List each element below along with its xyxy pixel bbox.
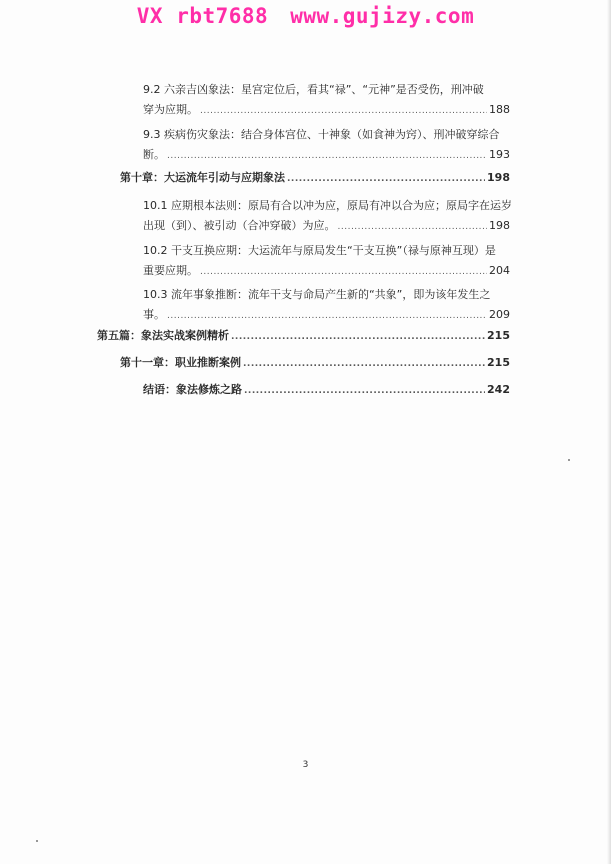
toc-page-number: 242: [487, 383, 510, 396]
toc-entry-text: 9.2 六亲吉凶象法：星宫定位后，看其“禄”、“元神”是否受伤，刑冲破: [143, 83, 484, 96]
toc-entry-9-2[interactable]: [143, 80, 510, 121]
toc-entry-text: 10.1 应期根本法则：原局有合以冲为应，原局有冲以合为应；原局字在运岁: [143, 199, 512, 212]
leader-dots: [167, 306, 487, 326]
watermark-banner: [0, 4, 611, 28]
toc-part-5[interactable]: [97, 326, 510, 347]
toc-entry-10-1[interactable]: [143, 196, 510, 237]
scan-edge-shadow: [607, 0, 611, 864]
watermark-website: www.gujizy.com: [290, 4, 475, 28]
leader-dots: [244, 381, 485, 401]
toc-page-number: 193: [489, 148, 510, 161]
toc-page-number: 188: [489, 103, 510, 116]
toc-entry-text: 第五篇：象法实战案例精析: [97, 329, 229, 342]
scan-speck: [568, 459, 570, 461]
toc-entry-text-cont: 事。: [143, 308, 165, 321]
toc-entry-text: 10.3 流年事象推断：流年干支与命局产生新的“共象”，即为该年发生之: [143, 288, 491, 301]
toc-entry-text: 结语：象法修炼之路: [143, 383, 242, 396]
toc-entry-text-cont: 穿为应期。: [143, 103, 198, 116]
leader-dots: [200, 101, 487, 121]
toc-page-number: 209: [489, 308, 510, 321]
toc-entry-text: 第十一章：职业推断案例: [120, 356, 241, 369]
toc-page-number: 215: [487, 356, 510, 369]
toc-entry-text-cont: 断。: [143, 148, 165, 161]
leader-dots: [231, 327, 485, 347]
toc-entry-text: 第十章：大运流年引动与应期象法: [120, 171, 285, 184]
scan-speck: [36, 840, 38, 842]
leader-dots: [338, 217, 488, 237]
toc-page-number: 204: [489, 264, 510, 277]
leader-dots: [243, 354, 485, 374]
toc-entry-text: 9.3 疾病伤灾象法：结合身体宫位、十神象（如食神为窍）、刑冲破穿综合: [143, 128, 500, 141]
toc-chapter-11[interactable]: [120, 353, 510, 374]
leader-dots: [287, 169, 485, 189]
toc-chapter-10[interactable]: [120, 168, 510, 189]
toc-epilogue[interactable]: [143, 380, 510, 401]
toc-entry-text-cont: 出现（到）、被引动（合冲穿破）为应。: [143, 219, 336, 232]
toc-entry-10-2[interactable]: [143, 241, 510, 282]
toc-page-number: 215: [487, 329, 510, 342]
toc-entry-text-cont: 重要应期。: [143, 264, 198, 277]
leader-dots: [167, 146, 487, 166]
watermark-contact: VX rbt7688: [136, 4, 269, 28]
toc-page-number: 198: [487, 171, 510, 184]
toc-entry-9-3[interactable]: [143, 125, 510, 166]
page-number: 3: [302, 760, 309, 770]
toc-entry-10-3[interactable]: [143, 285, 510, 326]
toc-entry-text: 10.2 干支互换应期：大运流年与原局发生“干支互换”（禄与原神互现）是: [143, 244, 496, 257]
leader-dots: [200, 262, 487, 282]
toc-page-number: 198: [489, 219, 510, 232]
